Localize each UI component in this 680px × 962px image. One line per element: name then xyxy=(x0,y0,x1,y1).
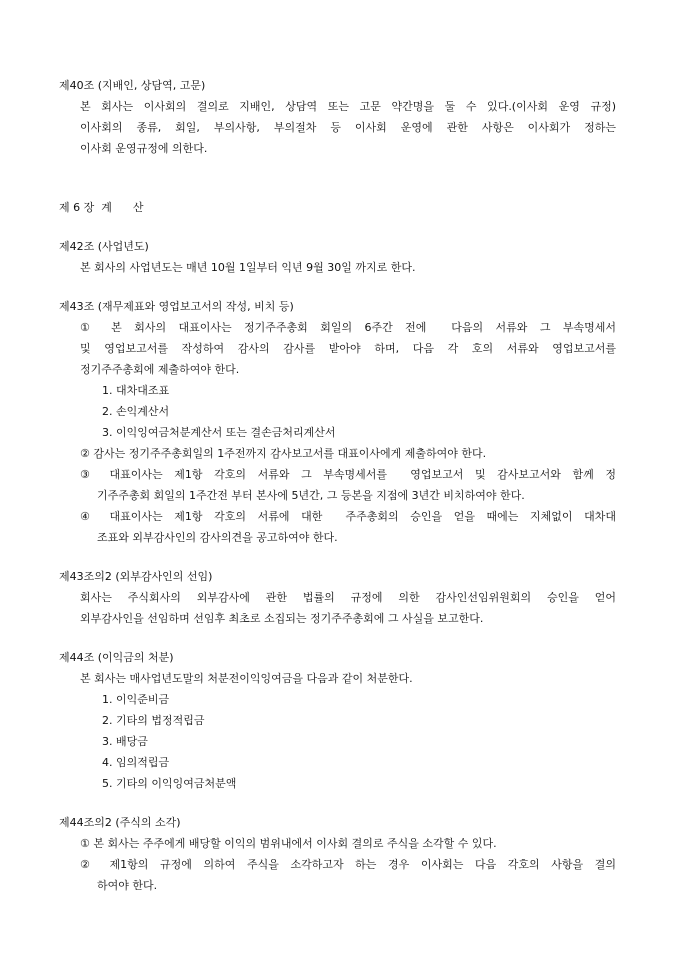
list-item-text: 5. 기타의 이익잉여금처분액 xyxy=(102,777,237,790)
list-item-text: 3. 이익잉여금처분계산서 또는 결손금처리계산서 xyxy=(102,426,336,439)
paragraph-line: 본 회사는 매사업년도말의 처분전이익잉여금을 다음과 같이 처분한다. xyxy=(80,672,413,685)
text-line xyxy=(0,612,680,628)
list-item xyxy=(0,693,680,709)
paragraph-line: 기주주총회 회일의 1주간전 부터 본사에 5년간, 그 등본을 지점에 3년간 비치하여야 한다. xyxy=(97,489,525,502)
text-line xyxy=(0,591,680,607)
text-line xyxy=(0,261,680,277)
article-44 xyxy=(0,651,680,667)
paragraph-line: ② 감사는 정기주주총회일의 1주전까지 감사보고서를 대표이사에게 제출하여야 한다. xyxy=(80,447,487,460)
list-item xyxy=(0,714,680,730)
text-line xyxy=(0,363,680,379)
paragraph-line: ① 본 회사의 대표이사는 정기주주총회 회일의 6주간 전에 다음의 서류와 그 부속명세서 xyxy=(80,321,616,334)
text-line xyxy=(0,510,680,526)
list-item xyxy=(0,426,680,442)
paragraph-line: ① 본 회사는 주주에게 배당할 이익의 범위내에서 이사회 결의로 주식을 소각할 수 있다. xyxy=(80,837,497,850)
list-item-text: 2. 손익계산서 xyxy=(102,405,170,418)
text-line xyxy=(0,121,680,137)
text-line xyxy=(0,142,680,158)
article-title: 제44조의2 (주식의 소각) xyxy=(59,816,181,829)
paragraph-line: ④ 대표이사는 제1항 각호의 서류에 대한 주주총회의 승인을 얻을 때에는 지체없이 대차대 xyxy=(80,510,616,523)
list-item-text: 3. 배당금 xyxy=(102,735,148,748)
text-line xyxy=(0,858,680,874)
paragraph-line: 조표와 외부감사인의 감사의견을 공고하여야 한다. xyxy=(97,531,338,544)
paragraph-line: ③ 대표이사는 제1항 각호의 서류와 그 부속명세서를 영업보고서 및 감사보고서와 함께 정 xyxy=(80,468,616,481)
text-line xyxy=(0,447,680,463)
chapter-title: 제 6 장 계 산 xyxy=(59,201,144,214)
paragraph-line: 이사회 운영규정에 의한다. xyxy=(80,142,208,155)
text-line xyxy=(0,672,680,688)
article-43 xyxy=(0,300,680,316)
article-title: 제43조의2 (외부감사인의 선임) xyxy=(59,570,213,583)
paragraph-line: 외부감사인을 선임하며 선임후 최초로 소집되는 정기주주총회에 그 사실을 보고한다. xyxy=(80,612,484,625)
text-line xyxy=(0,468,680,484)
text-line xyxy=(0,489,680,505)
list-item xyxy=(0,384,680,400)
list-item-text: 1. 대차대조표 xyxy=(102,384,170,397)
text-line xyxy=(0,837,680,853)
article-44-2 xyxy=(0,816,680,832)
text-line xyxy=(0,100,680,116)
article-40 xyxy=(0,79,680,95)
paragraph-line: 및 영업보고서를 작성하여 감사의 감사를 받아야 하며, 다음 각 호의 서류와 영업보고서를 xyxy=(80,342,616,355)
paragraph-line: 하여야 한다. xyxy=(97,879,158,892)
paragraph-line: 본 회사의 사업년도는 매년 10월 1일부터 익년 9월 30일 까지로 한다. xyxy=(80,261,416,274)
article-43-2 xyxy=(0,570,680,586)
article-42 xyxy=(0,240,680,256)
paragraph-line: 회사는 주식회사의 외부감사에 관한 법률의 규정에 의한 감사인선임위원회의 승인을 얻어 xyxy=(80,591,616,604)
text-line xyxy=(0,321,680,337)
article-title: 제43조 (재무제표와 영업보고서의 작성, 비치 등) xyxy=(59,300,294,313)
list-item xyxy=(0,777,680,793)
list-item-text: 2. 기타의 법정적립금 xyxy=(102,714,205,727)
list-item xyxy=(0,756,680,772)
list-item xyxy=(0,405,680,421)
chapter-6-heading xyxy=(0,201,680,217)
paragraph-line: ② 제1항의 규정에 의하여 주식을 소각하고자 하는 경우 이사회는 다음 각호의 사항을 결의 xyxy=(80,858,616,871)
list-item-text: 4. 임의적립금 xyxy=(102,756,170,769)
paragraph-line: 이사회의 종류, 회일, 부의사항, 부의절차 등 이사회 운영에 관한 사항은 이사회가 정하는 xyxy=(80,121,616,134)
article-title: 제40조 (지배인, 상담역, 고문) xyxy=(59,79,206,92)
paragraph-line: 본 회사는 이사회의 결의로 지배인, 상담역 또는 고문 약간명을 둘 수 있다.(이사회 운영 규정) xyxy=(80,100,616,113)
article-title: 제44조 (이익금의 처분) xyxy=(59,651,174,664)
list-item xyxy=(0,735,680,751)
text-line xyxy=(0,342,680,358)
text-line xyxy=(0,531,680,547)
paragraph-line: 정기주주총회에 제출하여야 한다. xyxy=(80,363,240,376)
list-item-text: 1. 이익준비금 xyxy=(102,693,170,706)
article-title: 제42조 (사업년도) xyxy=(59,240,149,253)
text-line xyxy=(0,879,680,895)
